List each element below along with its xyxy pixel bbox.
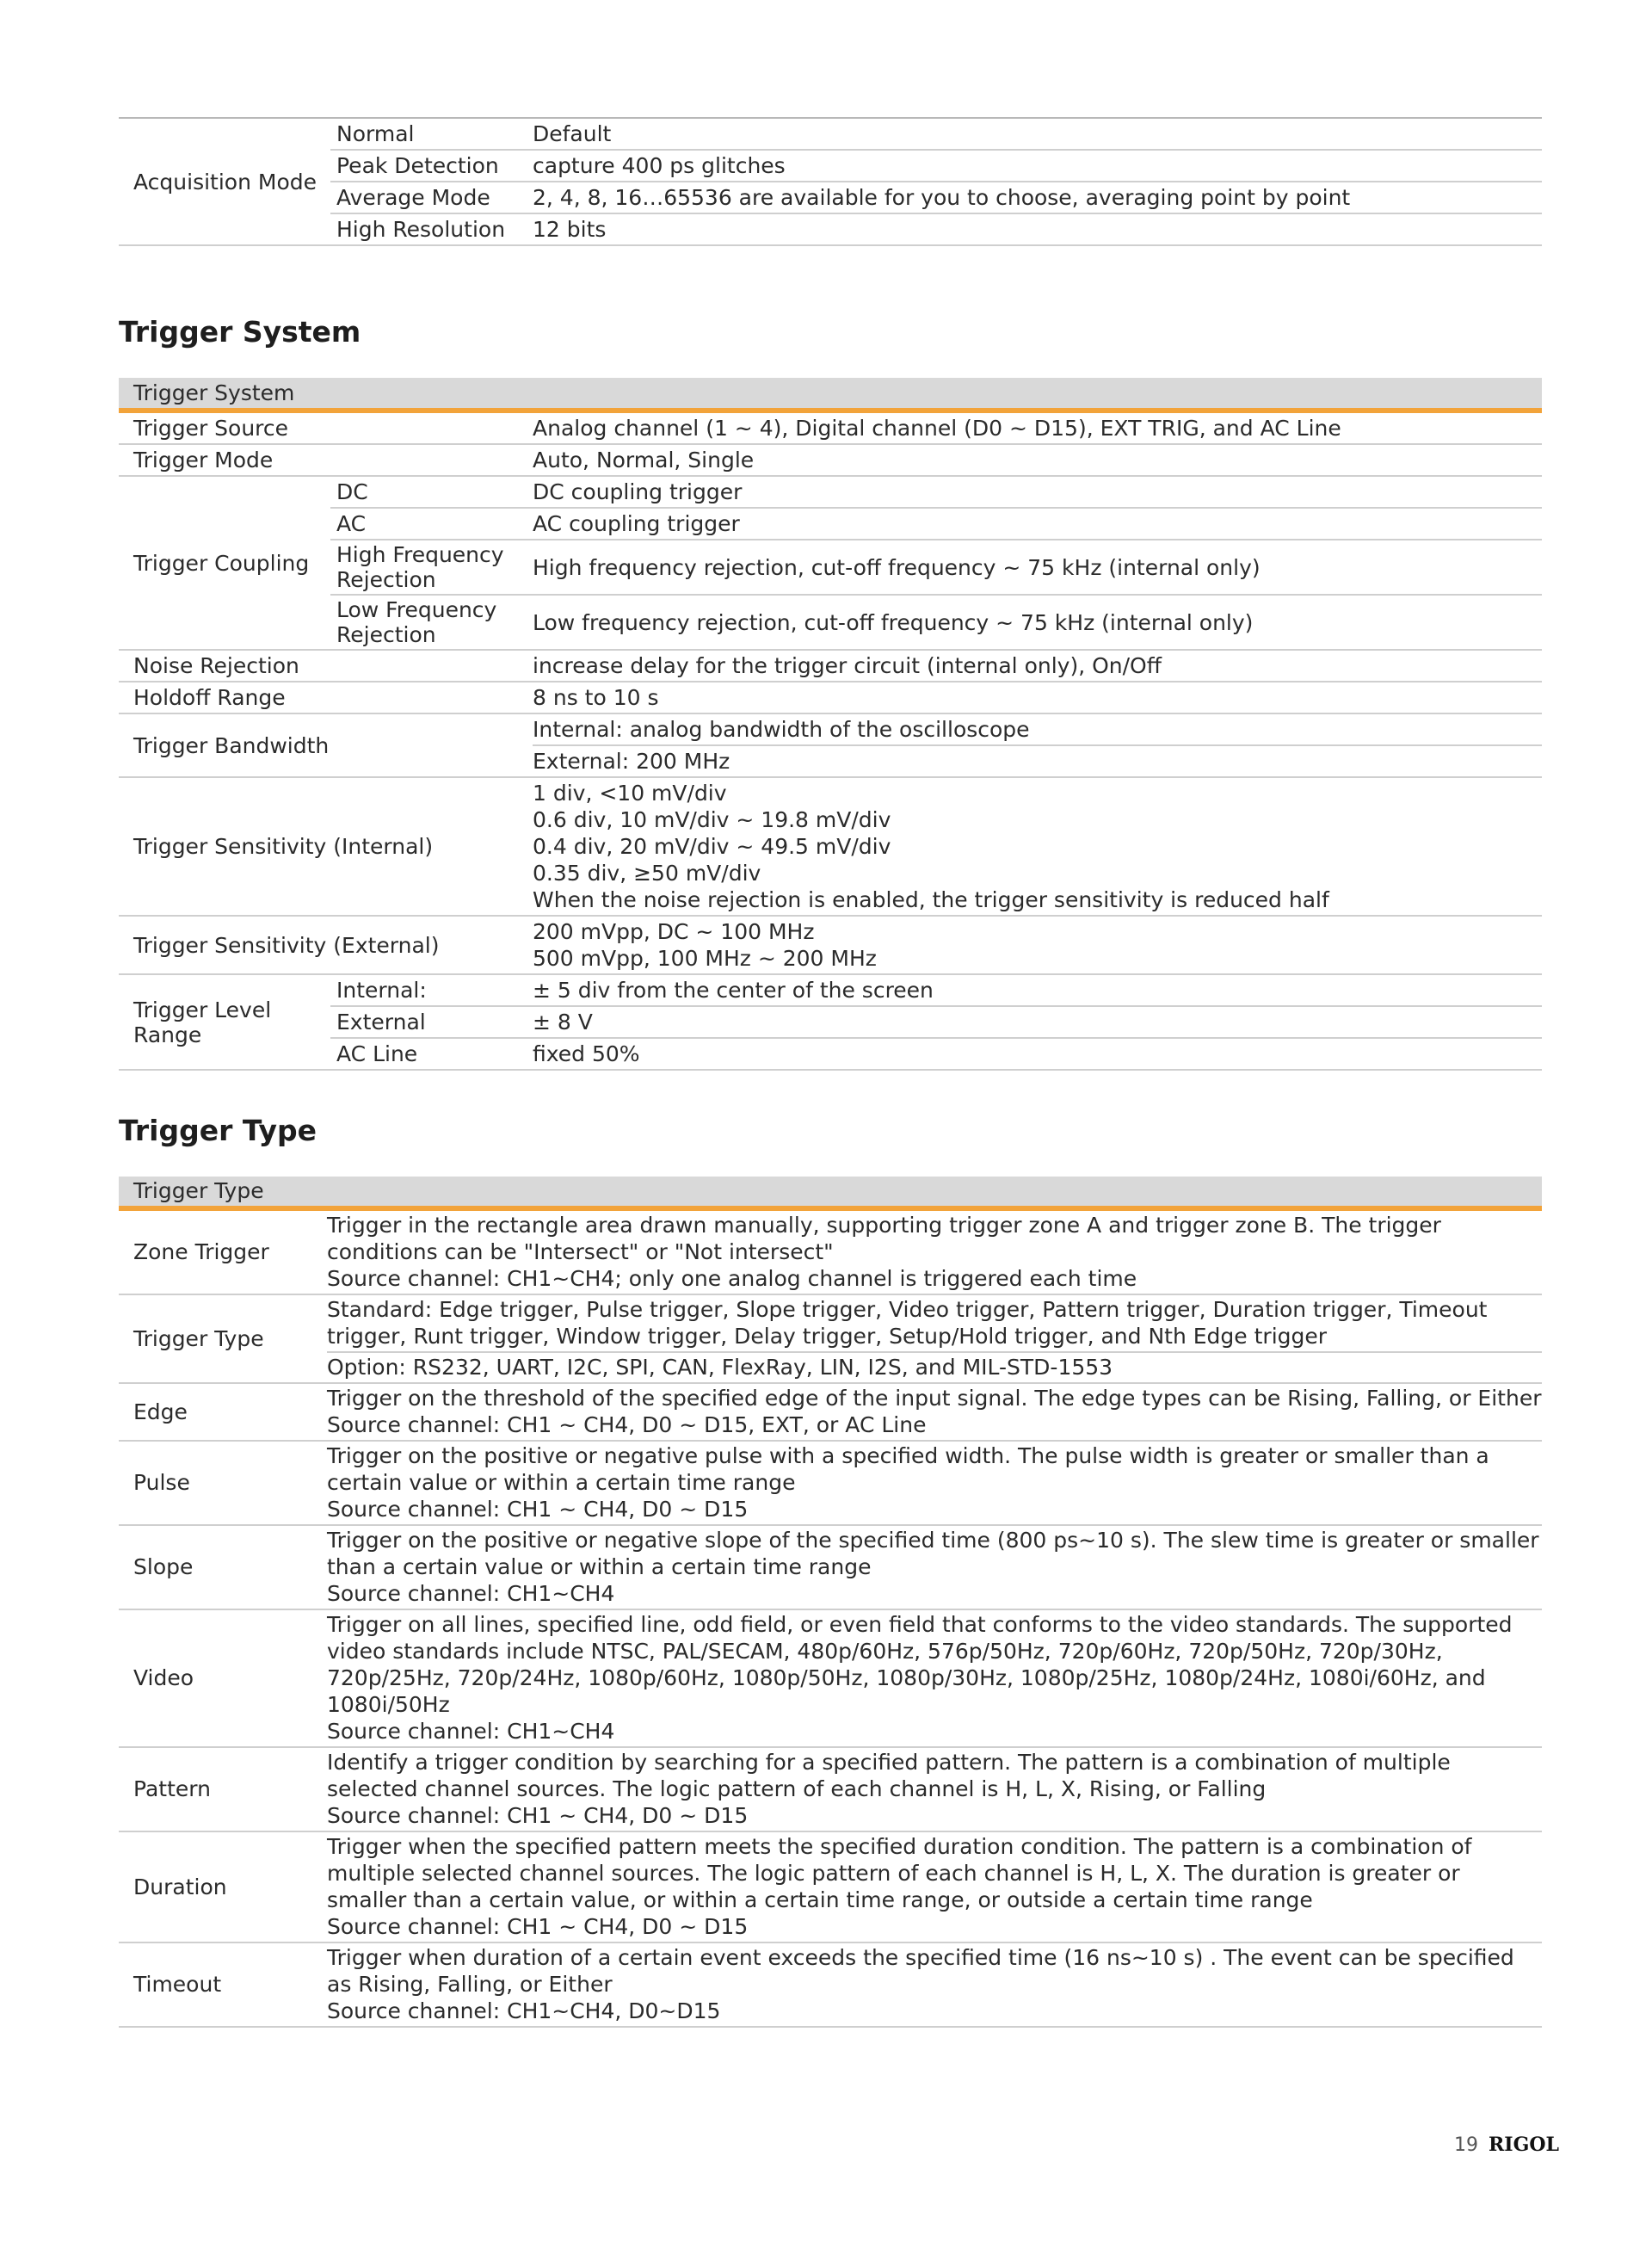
row-label: Trigger Mode [119,444,533,476]
value-line: Trigger when duration of a certain event exceeds the specified time (16 ns~10 s) . The event can be specified as Rising, Falling, or Either [327,1945,1514,1997]
table-row [119,1352,1542,1383]
value-line: Source channel: CH1 ~ CH4, D0 ~ D15 [327,1803,749,1828]
row-value [327,1208,1542,1294]
row-value [327,1383,1542,1441]
sub-label: AC [330,508,533,540]
row-value: ± 8 V [533,1006,1542,1038]
table-row [119,1747,1542,1831]
row-value [327,1441,1542,1525]
table-row [119,444,1542,476]
table-header-row [119,1177,1542,1208]
mode-name: High Resolution [330,213,533,245]
table-row [119,411,1542,444]
value-line: When the noise rejection is enabled, the trigger sensitivity is reduced half [533,887,1329,912]
table-row [119,213,1542,245]
table-row [119,1525,1542,1609]
mode-value: capture 400 ps glitches [533,150,1542,182]
value-line: 1 div, <10 mV/div [533,781,727,806]
row-value: Analog channel (1 ~ 4), Digital channel (D0 ~ D15), EXT TRIG, and AC Line [533,411,1542,444]
row-value [327,1942,1542,2027]
row-value: 8 ns to 10 s [533,682,1542,713]
mode-value: Default [533,118,1542,150]
row-value [533,916,1542,974]
table-row [119,713,1542,745]
row-value [327,1294,1542,1352]
table-row [119,777,1542,916]
table-row [119,595,1542,650]
row-value: ± 5 div from the center of the screen [533,974,1542,1006]
row-label: Trigger Coupling [119,476,330,650]
row-label: Timeout [119,1942,327,2027]
page-number: 19 [1454,2134,1478,2156]
table-row [119,916,1542,974]
mode-name: Peak Detection [330,150,533,182]
value-line: 0.6 div, 10 mV/div ~ 19.8 mV/div [533,807,891,832]
value-line: Identify a trigger condition by searching for a specified pattern. The pattern is a combination of multiple selected channel sources. The logic pattern of each channel is H, L, X, Rising, or Falling [327,1750,1451,1801]
value-line: Trigger on all lines, specified line, odd field, or even field that conforms to the video standards. The supported video standards include NTSC, PAL/SECAM, 480p/60Hz, 576p/50Hz, 720p/60Hz, 720p/50Hz, 720p/30Hz, 720p/25Hz, 720p/24Hz, 1080p/60Hz, 1080p/50Hz, 1080p/30Hz, 1080p/25Hz, 1080p/24Hz, 1080i/60Hz, and 1080i/50Hz [327,1612,1513,1717]
row-value [327,1831,1542,1942]
mode-value: 2, 4, 8, 16…65536 are available for you to choose, averaging point by point [533,182,1542,213]
table-header: Trigger Type [119,1177,1542,1208]
table-row [119,1006,1542,1038]
table-row [119,1294,1542,1352]
row-value [327,1525,1542,1609]
row-value: High frequency rejection, cut-off frequency ~ 75 kHz (internal only) [533,540,1542,595]
value-line: Trigger in the rectangle area drawn manually, supporting trigger zone A and trigger zone B. The trigger conditions can be "Intersect" or "Not intersect" [327,1213,1441,1264]
row-label: Duration [119,1831,327,1942]
row-label: Holdoff Range [119,682,533,713]
section-heading-trigger-type: Trigger Type [119,1114,317,1147]
spec-page [119,117,1542,2028]
row-value: Internal: analog bandwidth of the oscilloscope [533,713,1542,745]
brand-logo: RIGOL [1489,2134,1559,2156]
sub-label: Internal: [330,974,533,1006]
table-row [119,150,1542,182]
mode-name: Average Mode [330,182,533,213]
table-header: Trigger System [119,378,1542,411]
sub-label: AC Line [330,1038,533,1070]
table-row [119,1038,1542,1070]
value-line: Source channel: CH1 ~ CH4, D0 ~ D15, EXT, or AC Line [327,1412,927,1437]
row-label: Trigger Source [119,411,533,444]
value-line: Source channel: CH1~CH4 [327,1719,615,1744]
mode-value: 12 bits [533,213,1542,245]
row-label: Trigger Bandwidth [119,713,533,777]
table-row [119,650,1542,682]
row-value [327,1609,1542,1747]
row-value: DC coupling trigger [533,476,1542,508]
section-heading-trigger-system: Trigger System [119,315,361,349]
sub-label: Low Frequency Rejection [330,595,533,650]
table-row [119,1609,1542,1747]
row-label: Zone Trigger [119,1208,327,1294]
row-value [327,1747,1542,1831]
value-line: Standard: Edge trigger, Pulse trigger, Slope trigger, Video trigger, Pattern trigger, Duration trigger, Timeout trigger, Runt trigger, Window trigger, Delay trigger, Setup/Hold trigger, and Nth Edge trigger [327,1297,1488,1349]
value-line: Source channel: CH1 ~ CH4, D0 ~ D15 [327,1497,749,1522]
sub-label: External [330,1006,533,1038]
value-line: 0.4 div, 20 mV/div ~ 49.5 mV/div [533,834,891,859]
value-line: Source channel: CH1~CH4, D0~D15 [327,1998,721,2023]
table-row [119,1441,1542,1525]
table-row [119,682,1542,713]
row-value: fixed 50% [533,1038,1542,1070]
table-header-row [119,378,1542,411]
page-footer [1454,2134,1559,2156]
row-label: Trigger Type [119,1294,327,1383]
trigger-system-table [119,378,1542,1071]
row-value: Option: RS232, UART, I2C, SPI, CAN, FlexRay, LIN, I2S, and MIL-STD-1553 [327,1352,1542,1383]
table-row [119,1831,1542,1942]
value-line: Source channel: CH1~CH4; only one analog channel is triggered each time [327,1266,1137,1291]
mode-name: Normal [330,118,533,150]
value-line: Trigger on the positive or negative pulse with a specified width. The pulse width is greater or smaller than a certain value or within a certain time range [327,1443,1489,1495]
value-line: 500 mVpp, 100 MHz ~ 200 MHz [533,946,877,971]
sub-label: DC [330,476,533,508]
value-line: 0.35 div, ≥50 mV/div [533,861,761,886]
value-line: 200 mVpp, DC ~ 100 MHz [533,919,815,944]
row-value: Low frequency rejection, cut-off frequency ~ 75 kHz (internal only) [533,595,1542,650]
table-row [119,974,1542,1006]
table-row [119,540,1542,595]
row-value [533,777,1542,916]
value-line: Trigger when the specified pattern meets the specified duration condition. The pattern is a combination of multiple selected channel sources. The logic pattern of each channel is H, L, X. The duration is greater or smaller than a certain value, or within a certain time range, or outside a certain time range [327,1834,1472,1912]
sub-label: High Frequency Rejection [330,540,533,595]
row-value: AC coupling trigger [533,508,1542,540]
trigger-type-table [119,1177,1542,2028]
table-row [119,1942,1542,2027]
acquisition-table [119,117,1542,246]
row-label: Edge [119,1383,327,1441]
row-label: Video [119,1609,327,1747]
value-line: Trigger on the positive or negative slope of the specified time (800 ps~10 s). The slew time is greater or smaller than a certain value or within a certain time range [327,1528,1539,1579]
row-label: Pattern [119,1747,327,1831]
table-row [119,1383,1542,1441]
table-row [119,476,1542,508]
row-label: Noise Rejection [119,650,533,682]
table-row [119,118,1542,150]
row-label: Acquisition Mode [119,118,330,245]
value-line: Source channel: CH1~CH4 [327,1581,615,1606]
table-row [119,1208,1542,1294]
row-label: Trigger Sensitivity (External) [119,916,533,974]
row-value: External: 200 MHz [533,745,1542,777]
row-value: increase delay for the trigger circuit (internal only), On/Off [533,650,1542,682]
row-label: Trigger Sensitivity (Internal) [119,777,533,916]
row-label: Trigger Level Range [119,974,330,1070]
row-label: Slope [119,1525,327,1609]
value-line: Source channel: CH1 ~ CH4, D0 ~ D15 [327,1914,749,1939]
table-row [119,182,1542,213]
value-line: Trigger on the threshold of the specified edge of the input signal. The edge types can be Rising, Falling, or Either [327,1386,1542,1411]
row-label: Pulse [119,1441,327,1525]
table-row [119,508,1542,540]
row-value: Auto, Normal, Single [533,444,1542,476]
